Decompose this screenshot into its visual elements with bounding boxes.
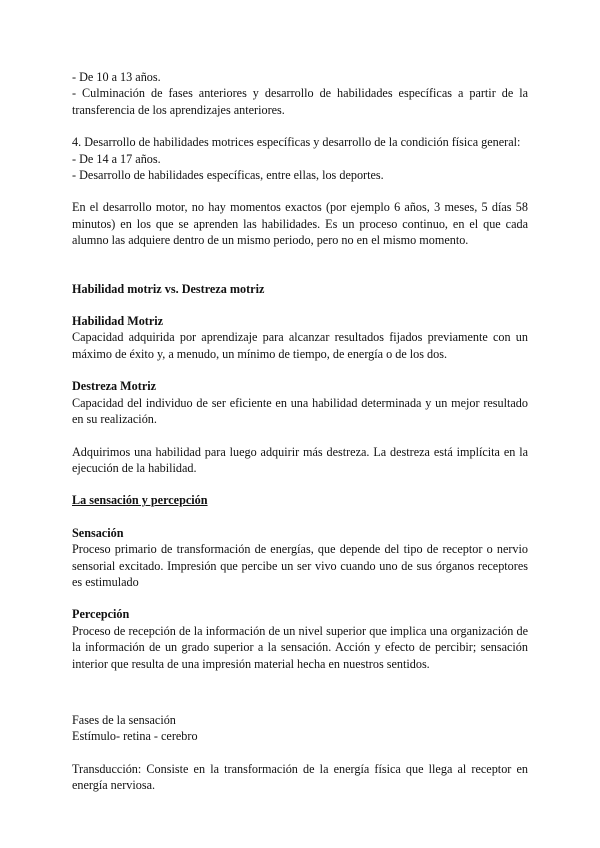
sensacion-section-title: La sensación y percepción <box>72 493 208 508</box>
motor-development-paragraph: En el desarrollo motor, no hay momentos exactos (por ejemplo 6 años, 3 meses, 5 días 58 minutos) en los que se aprenden las habilidades. Es un proceso continuo, en el que cada alumno las adquiere dentro de un mismo periodo, pero no en el mismo momento. <box>72 200 528 248</box>
habilidad-section-title: Habilidad motriz vs. Destreza motriz <box>72 281 265 296</box>
habilidad-summary: Adquirimos una habilidad para luego adquirir más destreza. La destreza está implícita en la ejecución de la habilidad. <box>72 444 528 475</box>
sensacion-definition: Proceso primario de transformación de energías, que depende del tipo de receptor o nervio sensorial excitado. Impresión que percibe un ser vivo cuando uno de sus órganos receptores es estimulado <box>72 542 528 589</box>
habilidad-motriz-definition: Capacidad adquirida por aprendizaje para alcanzar resultados fijados previamente con un máximo de éxito y, a menudo, un mínimo de tiempo, de energía o de los dos. <box>72 330 528 361</box>
habilidad-motriz-heading: Habilidad Motriz <box>72 314 164 329</box>
age-range-14-17: - De 14 a 17 años. <box>72 151 161 166</box>
fases-heading: Fases de la sensación <box>72 712 176 727</box>
phase-4-heading: 4. Desarrollo de habilidades motrices específicas y desarrollo de la condición física general: <box>72 135 521 150</box>
destreza-motriz-definition: Capacidad del individuo de ser eficiente en una habilidad determinada y un mejor resultado en su realización. <box>72 395 528 427</box>
phase-description: - Culminación de fases anteriores y desarrollo de habilidades específicas a partir de la transferencia de los aprendizajes anteriores. <box>72 86 528 117</box>
sensacion-heading: Sensación <box>72 525 124 540</box>
transduccion-paragraph: Transducción: Consiste en la transformación de la energía física que llega al receptor en energía nerviosa. <box>72 761 528 793</box>
percepcion-heading: Percepción <box>72 607 130 622</box>
fases-sequence: Estímulo- retina - cerebro <box>72 729 198 744</box>
percepcion-definition: Proceso de recepción de la información de un nivel superior que implica una organización de la información de un grado superior a la sensación. Acción y efecto de percibir; sensación interior que resulta de una impresión material hecha en nuestros sentidos. <box>72 623 528 671</box>
destreza-motriz-heading: Destreza Motriz <box>72 379 157 394</box>
phase-4-description: - Desarrollo de habilidades específicas, entre ellas, los deportes. <box>72 168 384 183</box>
age-range-10-13: - De 10 a 13 años. <box>72 70 161 84</box>
